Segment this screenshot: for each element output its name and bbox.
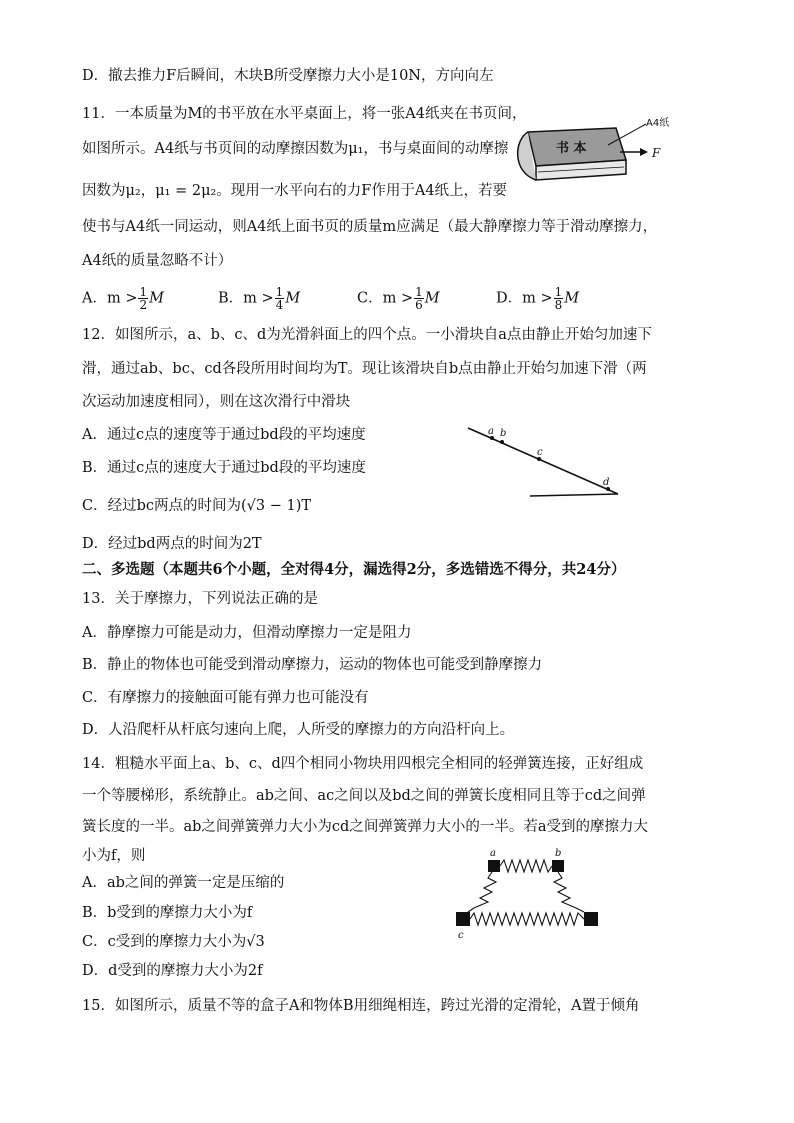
q14-option-c: C．c受到的摩擦力大小为√3 (82, 934, 265, 950)
q11-option-a-num: 1 (139, 285, 148, 299)
incline-figure (462, 422, 632, 504)
q11-option-a-den: 2 (139, 298, 148, 312)
q10-option-d: D．撤去推力F后瞬间，木块B所受摩擦力大小是10N，方向向左 (82, 68, 494, 84)
q12-stem-line2: 滑，通过ab、bc、cd各段所用时间均为T。现让该滑块自b点由静止开始匀加速下滑（两 (82, 361, 647, 377)
q14-stem-line1: 14．粗糙水平面上a、b、c、d四个相同小物块用四根完全相同的轻弹簧连接，正好组成 (82, 756, 644, 772)
q11-stem-line2: 如图所示。A4纸与书页间的动摩擦因数为μ₁，书与桌面间的动摩擦 (82, 141, 509, 157)
q11-option-d (496, 286, 579, 311)
q14-option-b: B．b受到的摩擦力大小为f (82, 905, 253, 921)
q11-option-c-suffix: M (424, 290, 440, 307)
q11-option-a (82, 286, 164, 311)
point-a-label: a (488, 426, 494, 437)
q11-option-a-prefix: A．m > (82, 290, 138, 307)
book-title-label: 书 本 (556, 141, 587, 156)
q13-option-d: D．人沿爬杆从杆底匀速向上爬，人所受的摩擦力的方向沿杆向上。 (82, 722, 515, 738)
q11-option-a-suffix: M (149, 290, 164, 307)
q13-stem: 13．关于摩擦力，下列说法正确的是 (82, 591, 318, 607)
q14-stem-line4: 小为f，则 (82, 848, 146, 864)
q11-option-b-prefix: B．m > (218, 290, 274, 307)
q11-option-b (218, 286, 300, 311)
q11-option-d-prefix: D．m > (496, 290, 553, 307)
q12-stem-line3: 次运动加速度相同），则在这次滑行中滑块 (82, 394, 351, 410)
q11-option-c-num: 1 (415, 285, 423, 299)
q15-stem-line1: 15．如图所示，质量不等的盒子A和物体B用细绳相连，跨过光滑的定滑轮，A置于倾角 (82, 998, 640, 1014)
q11-option-d-num: 1 (554, 285, 563, 299)
q14-option-d: D．d受到的摩擦力大小为2f (82, 963, 263, 979)
q11-stem-line4: 使书与A4纸一同运动，则A4纸上面书页的质量m应满足（最大静摩擦力等于滑动摩擦力， (82, 219, 658, 235)
point-d-label: d (603, 477, 610, 488)
q13-option-a: A．静摩擦力可能是动力，但滑动摩擦力一定是阻力 (82, 625, 412, 641)
q12-option-d: D．经过bd两点的时间为2T (82, 536, 262, 552)
q12-option-a: A．通过c点的速度等于通过bd段的平均速度 (82, 427, 366, 443)
spring-trapezoid-figure (452, 846, 612, 940)
q12-option-b: B．通过c点的速度大于通过bd段的平均速度 (82, 460, 366, 476)
q11-option-b-num: 1 (275, 285, 284, 299)
block-c-label: c (458, 930, 464, 941)
q11-option-d-suffix: M (564, 290, 580, 307)
block-a-label: a (490, 848, 496, 859)
q11-stem-line1: 11．一本质量为M的书平放在水平桌面上，将一张A4纸夹在书页间， (82, 106, 527, 122)
q11-option-b-den: 4 (275, 298, 284, 312)
book-figure (508, 112, 678, 198)
q11-option-c (357, 286, 440, 311)
q11-stem-line5: A4纸的质量忽略不计） (82, 253, 233, 269)
q12-option-c: C．经过bc两点的时间为(√3 − 1)T (82, 498, 312, 514)
q14-option-a: A．ab之间的弹簧一定是压缩的 (82, 875, 285, 891)
point-c-label: c (537, 447, 543, 458)
q11-stem-line3: 因数为μ₂，μ₁ = 2μ₂。现用一水平向右的力F作用于A4纸上，若要 (82, 183, 508, 199)
q11-option-c-den: 6 (415, 298, 423, 312)
q11-option-d-den: 8 (554, 298, 563, 312)
q11-option-b-suffix: M (285, 290, 301, 307)
q13-option-b: B．静止的物体也可能受到滑动摩擦力，运动的物体也可能受到静摩擦力 (82, 657, 543, 673)
q13-option-c: C．有摩擦力的接触面可能有弹力也可能没有 (82, 690, 369, 706)
q11-option-c-prefix: C．m > (357, 290, 414, 307)
q14-stem-line2: 一个等腰梯形，系统静止。ab之间、ac之间以及bd之间的弹簧长度相同且等于cd之间弹 (82, 788, 646, 804)
q14-stem-line3: 簧长度的一半。ab之间弹簧弹力大小为cd之间弹簧弹力大小的一半。若a受到的摩擦力大 (82, 819, 648, 835)
a4-paper-label: A4纸 (646, 118, 670, 129)
point-b-label: b (500, 428, 507, 439)
force-f-label: F (652, 146, 661, 160)
block-b-label: b (555, 848, 562, 859)
q12-stem-line1: 12．如图所示，a、b、c、d为光滑斜面上的四个点。一小滑块自a点由静止开始匀加速下 (82, 327, 652, 343)
section-2-title: 二、多选题（本题共6个小题，全对得4分，漏选得2分，多选错选不得分，共24分） (82, 561, 626, 578)
